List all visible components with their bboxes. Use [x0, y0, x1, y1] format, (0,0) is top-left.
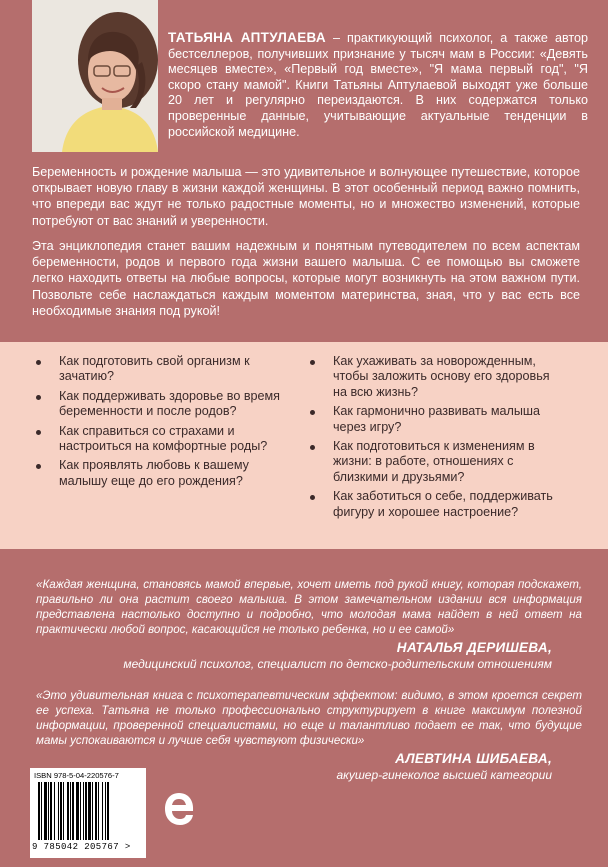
publisher-e-logo-icon: [162, 790, 196, 828]
barcode-digits: 9 785042 205767 >: [32, 842, 131, 852]
review-quote-1: «Каждая женщина, становясь мамой впервые, хочет иметь под рукой книгу, которая подскажет, правильно ли она растит своего малыша. В этом замечательном издании вся информация представлена настолько доступно и подробно, что молодая мама найдет в ней ответ на практически любой вопрос, касающийся не только ребенка, но и ее самой»: [36, 578, 582, 636]
question-item: Как гармонично развивать малыша через игру?: [310, 404, 560, 435]
intro-paragraph-1: Беременность и рождение малыша — это удивительное и волнующее путешествие, которое открывает новую главу в жизни каждой женщины. В этот особенный период важно помнить, что впереди вас ждут не только радостные моменты, но и множество изменений, которые потребуют от вас знаний и уверенности.: [32, 165, 580, 228]
author-name: ТАТЬЯНА АПТУЛАЕВА: [168, 30, 326, 45]
author-bio-text: – практикующий психолог, а также автор бестселлеров, получивших признание у тысяч мам в России: «Девять месяцев вместе», «Первый год вместе», "Я мама первый год", "Я скоро стану мамой". Книги Татьяны Аптулаевой выходят уже больше 20 лет и регулярно переиздаются. В них содержатся только проверенные данные, учитывающие актуальные тенденции в российской медицине.: [168, 31, 589, 139]
question-item: Как поддерживать здоровье во время беременности и после родов?: [36, 389, 286, 420]
reviewer-role-1: медицинский психолог, специалист по детско-родительским отношениям: [123, 657, 552, 671]
isbn-barcode: [30, 768, 146, 858]
author-bio: [168, 30, 588, 140]
questions-band: [0, 342, 608, 549]
questions-list-right: [310, 354, 560, 524]
question-item: Как заботиться о себе, поддерживать фигуру и хорошее настроение?: [310, 489, 560, 520]
isbn-number: ISBN 978-5-04-220576-7: [34, 771, 119, 780]
review-quote-2: «Это удивительная книга с психотерапевтическим эффектом: видимо, в этом кроется секрет ее успеха. Татьяна не только профессионально структурирует в книге максимум полезной информации, проверенной специалистами, но еще и талантливо подает ее так, что будущие мамы успокаиваются и лучше себя чувствуют физически»: [36, 689, 582, 747]
question-item: Как справиться со страхами и настроиться на комфортные роды?: [36, 424, 286, 455]
question-item: Как подготовиться к изменениям в жизни: в работе, отношениях с близкими и друзьями?: [310, 439, 560, 485]
intro-paragraph-2: Эта энциклопедия станет вашим надежным и понятным путеводителем по всем аспектам беременности, родов и первого года жизни вашего малыша. С ее помощью вы сможете легко находить ответы на любые вопросы, которые могут возникнуть на этом важном пути. Позвольте себе наслаждаться каждым моментом материнства, зная, что у вас есть все необходимые знания под рукой!: [32, 239, 580, 318]
author-photo: [32, 0, 158, 152]
reviewer-role-2: акушер-гинеколог высшей категории: [336, 768, 552, 782]
barcode-icon: [38, 782, 138, 840]
reviewer-name-2: АЛЕВТИНА ШИБАЕВА,: [395, 751, 552, 766]
question-item: Как подготовить свой организм к зачатию?: [36, 354, 286, 385]
question-item: Как ухаживать за новорожденным, чтобы заложить основу его здоровья на всю жизнь?: [310, 354, 560, 400]
question-item: Как проявлять любовь к вашему малышу еще до его рождения?: [36, 458, 286, 489]
author-portrait-icon: [32, 0, 158, 152]
reviewer-name-1: НАТАЛЬЯ ДЕРИШЕВА,: [396, 640, 552, 655]
questions-list-left: [36, 354, 286, 493]
